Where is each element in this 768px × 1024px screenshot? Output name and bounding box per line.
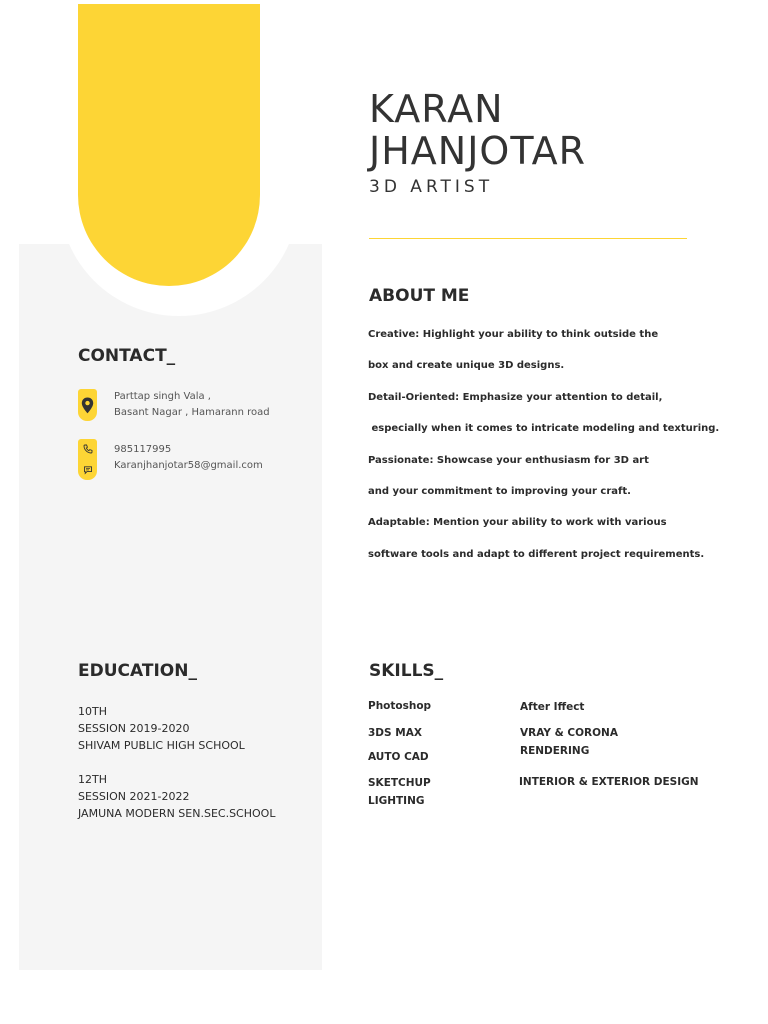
email-address[interactable]: Karanjhanjotar58@gmail.com [114, 460, 263, 471]
education-entry [78, 771, 275, 822]
about-line: Adaptable: Mention your ability to work with various [368, 517, 667, 529]
mail-icon [83, 465, 93, 475]
job-title: 3D ARTIST [369, 177, 494, 197]
about-line: Passionate: Showcase your enthusiasm for 3D art [368, 454, 649, 466]
skill-item: SKETCHUP LIGHTING [368, 777, 431, 807]
skill-item: After Iffect [520, 701, 585, 713]
education-session: SESSION 2021-2022 [78, 790, 190, 803]
education-school: SHIVAM PUBLIC HIGH SCHOOL [78, 739, 245, 752]
accent-pill-shape [78, 4, 260, 286]
map-pin-icon [78, 389, 97, 421]
about-line: Detail-Oriented: Emphasize your attention to detail, [368, 391, 663, 403]
about-line: box and create unique 3D designs. [368, 360, 565, 372]
skill-item: INTERIOR & EXTERIOR DESIGN [519, 776, 699, 788]
skill-item: AUTO CAD [368, 751, 429, 763]
education-session: SESSION 2019-2020 [78, 722, 190, 735]
address-line-2: Basant Nagar , Hamarann road [114, 407, 270, 418]
education-entry [78, 703, 245, 754]
address-line-1: Parttap singh Vala , [114, 391, 211, 402]
about-line: and your commitment to improving your craft. [368, 485, 631, 497]
skill-item: VRAY & CORONA RENDERING [520, 727, 618, 757]
first-name: KARAN [369, 87, 504, 131]
phone-number: 985117995 [114, 444, 172, 455]
phone-mail-icon-group [78, 439, 97, 480]
about-text [368, 329, 728, 580]
skills-heading: SKILLS_ [369, 661, 444, 681]
skill-item: 3DS MAX [368, 727, 422, 739]
person-name [369, 88, 586, 172]
header-divider [369, 238, 687, 239]
about-line: especially when it comes to intricate modeling and texturing. [368, 423, 720, 435]
about-heading: ABOUT ME [369, 286, 470, 306]
contact-heading: CONTACT_ [78, 346, 176, 366]
phone-email [114, 442, 263, 474]
education-school: JAMUNA MODERN SEN.SEC.SCHOOL [78, 807, 276, 820]
address [114, 389, 270, 421]
phone-icon [83, 444, 93, 454]
skill-item: Photoshop [368, 700, 432, 712]
education-level: 10TH [78, 705, 107, 718]
about-line: software tools and adapt to different project requirements. [368, 548, 705, 560]
about-line: Creative: Highlight your ability to think outside the [368, 329, 659, 340]
education-heading: EDUCATION_ [78, 661, 197, 681]
education-level: 12TH [78, 773, 107, 786]
last-name: JHANJOTAR [369, 129, 586, 173]
